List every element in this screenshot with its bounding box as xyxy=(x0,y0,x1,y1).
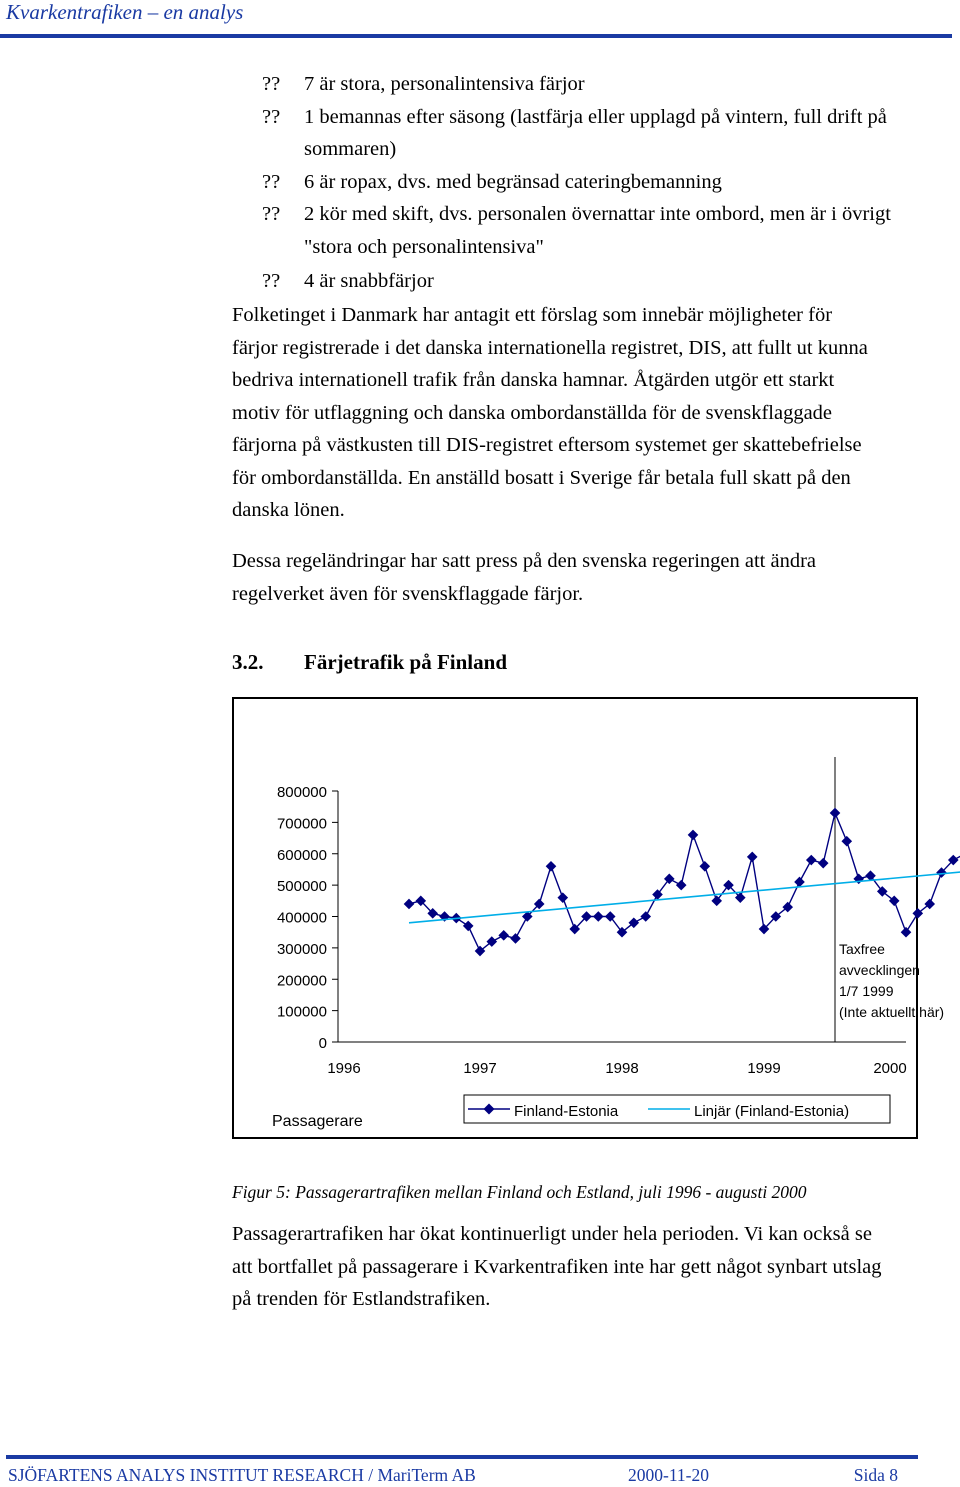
data-point xyxy=(819,859,828,868)
bullet-marker: ?? xyxy=(262,73,281,95)
legend-label: Finland-Estonia xyxy=(514,1103,619,1120)
annotation-text: avvecklingen xyxy=(839,962,920,978)
y-tick-label: 500000 xyxy=(276,878,327,896)
x-tick-label: 1999 xyxy=(747,1060,781,1077)
data-point xyxy=(901,928,910,937)
bullet-text: 6 är ropax, dvs. med begränsad cateringbemanning xyxy=(304,170,722,193)
data-point xyxy=(677,881,686,890)
bullet-text: 2 kör med skift, dvs. personalen övernattar inte ombord, men är i övrigt "stora och personalintensiva" xyxy=(304,203,891,258)
y-tick-label: 300000 xyxy=(276,940,327,958)
data-point xyxy=(558,893,567,902)
bullet-item xyxy=(262,101,902,166)
annotation-text: Taxfree xyxy=(839,941,885,957)
x-tick-label: 1998 xyxy=(605,1060,639,1077)
bullet-item xyxy=(262,166,902,199)
y-tick-label: 0 xyxy=(318,1035,327,1052)
y-tick-label: 200000 xyxy=(276,972,327,990)
passenger-chart xyxy=(234,699,945,1137)
chart-frame xyxy=(232,697,945,1139)
footer-rule xyxy=(6,1455,918,1459)
data-point xyxy=(404,899,413,908)
paragraph-folketinget: Folketinget i Danmark har antagit ett förslag som innebär möjligheter för färjor registrerade i det danska internationella registret, DIS, att fullt ut kunna bedriva internationell trafik från danska hamnar. Åtgärden utgör ett starkt motiv för utflaggning och danska ombordanställda för de svenskflaggade färjorna på västkusten till DIS-registret eftersom systemet ger skattebefrielse för ombordanställda. En anställd bosatt i Sverige får betala full skatt på den danska lönen. xyxy=(232,304,868,521)
y-tick-label: 600000 xyxy=(276,846,327,864)
running-header-title: Kvarkentrafiken – en analys xyxy=(6,0,244,24)
section-number: 3.2. xyxy=(232,650,264,674)
y-tick-label: 400000 xyxy=(276,909,327,927)
footer-organization: SJÖFARTENS ANALYS INSTITUT RESEARCH / MariTerm AB xyxy=(8,1465,476,1485)
legend-swatch-marker xyxy=(484,1104,495,1115)
figure-caption: Figur 5: Passagerartrafiken mellan Finland och Estland, juli 1996 - augusti 2000 xyxy=(232,1182,807,1202)
data-point xyxy=(700,862,709,871)
data-point xyxy=(842,837,851,846)
annotation-text: 1/7 1999 xyxy=(839,983,894,999)
x-tick-label: 2000 xyxy=(873,1060,907,1077)
y-tick-label: 800000 xyxy=(276,784,327,801)
header-rule xyxy=(0,34,952,38)
data-point xyxy=(499,931,508,940)
data-point xyxy=(641,912,650,921)
bullet-item xyxy=(262,68,902,101)
bullet-text: 1 bemannas efter säsong (lastfärja eller upplagd på vintern, full drift på sommaren) xyxy=(304,105,887,160)
data-point xyxy=(748,852,757,861)
data-point xyxy=(795,877,804,886)
y-axis-label: Passagerare xyxy=(272,1113,363,1130)
data-point xyxy=(594,912,603,921)
data-point xyxy=(511,934,520,943)
data-point xyxy=(688,830,697,839)
paragraph-regelandringar: Dessa regeländringar har satt press på den svenska regeringen att ändra regelverket även för svenskflaggade färjor. xyxy=(232,550,817,605)
footer-page-number: Sida 8 xyxy=(853,1465,898,1485)
bullet-marker: ?? xyxy=(262,170,281,193)
x-tick-label: 1997 xyxy=(463,1060,497,1077)
trend-line xyxy=(409,869,960,922)
section-heading xyxy=(232,646,507,678)
series-line xyxy=(409,813,960,951)
y-tick-label: 100000 xyxy=(276,1003,327,1021)
section-title: Färjetrafik på Finland xyxy=(304,650,507,674)
legend-label: Linjär (Finland-Estonia) xyxy=(694,1103,850,1120)
bullet-marker: ?? xyxy=(262,270,281,292)
paragraph-passagerartrafiken: Passagerartrafiken har ökat kontinuerligt under hela perioden. Vi kan också se att bortfallet på passagerare i Kvarkentrafiken inte har gett något synbart utslag på trenden för Estlandstrafiken. xyxy=(232,1223,882,1310)
x-tick-label: 1996 xyxy=(327,1060,361,1077)
bullet-item xyxy=(262,198,902,263)
bullet-text: 4 är snabbfärjor xyxy=(304,270,434,292)
footer-date: 2000-11-20 xyxy=(628,1465,710,1485)
data-point xyxy=(464,921,473,930)
bullet-list xyxy=(262,68,902,263)
annotation-text: (Inte aktuellt här) xyxy=(839,1004,945,1020)
bullet-marker: ?? xyxy=(262,203,281,225)
data-point xyxy=(830,808,839,817)
y-tick-label: 700000 xyxy=(276,815,327,833)
bullet-text: 7 är stora, personalintensiva färjor xyxy=(304,73,585,95)
bullet-marker: ?? xyxy=(262,105,281,128)
data-point xyxy=(546,862,555,871)
data-point xyxy=(807,855,816,864)
bullet-item xyxy=(262,265,902,298)
